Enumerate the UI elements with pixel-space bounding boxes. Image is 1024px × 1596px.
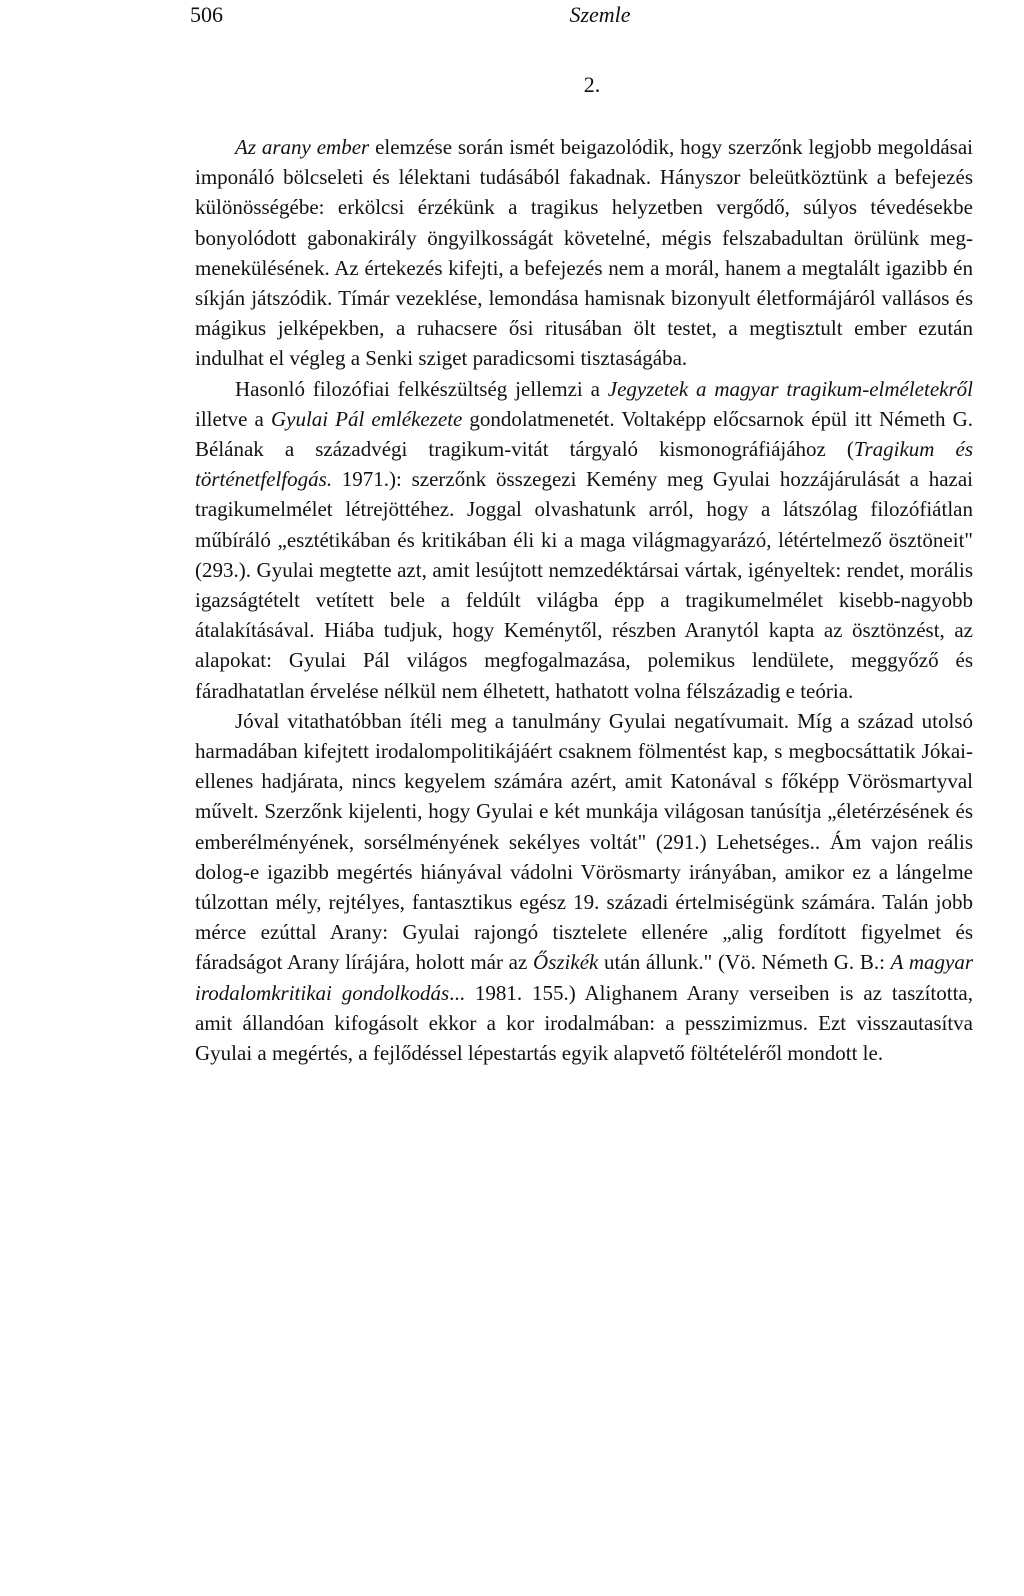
text-run: gondolatmenetét. Voltaképp előcsarnok épül itt Németh G. Bélának a századvégi tragikum-vitát tárgyaló kismonográfiájához ( [195, 406, 973, 462]
text-run: Hasonló filozófiai felkészültség jellemzi a [235, 376, 608, 401]
italic-title-run: Tragikum és történetfelfogás. [195, 437, 973, 492]
page-header [190, 2, 980, 32]
italic-title-run: Őszikék [533, 950, 599, 975]
italic-title-run: Az arany ember [235, 135, 370, 159]
text-run: 1971.): szerzőnk összegezi Kemény meg Gyulai hozzájárulását a hazai tragikumelmélet létrejöttéhez. Joggal olvashatunk arról, hogy a látszólag filozófiátlan műbíráló „esztétikában és kritikában éli ki a maga világmagyarázó, létértelmező ösztöneit" (293.). Gyulai megtette azt, amit lesújtott nemzedéktársai vártak, igényeltek: rendet, morális igazságtételt vetített bele a feldúlt világba épp a tragikumelmélet kisebb-nagyobb átalakításával. Hiába tudjuk, hogy Keménytől, részben Aranytól kapta az ösztönzést, az alapokat: Gyulai Pál világos megfogalmazása, polemikus lendülete, meggyőző és fáradhatatlan érvelése nélkül nem élhetett, hathatott volna félszázadig e teória. [195, 467, 973, 703]
body-text [195, 132, 973, 1068]
page-number: 506 [190, 2, 223, 27]
text-run: után állunk." (Vö. Németh G. B.: [598, 950, 891, 975]
paragraph [195, 132, 973, 374]
text-run: illetve a [195, 406, 271, 431]
italic-title-run: Jegyzetek a magyar tragikum-elméletekről [607, 376, 973, 401]
italic-title-run: Gyulai Pál emlékezete [270, 406, 463, 431]
paragraph [195, 374, 973, 706]
text-run: Jóval vitathatóbban ítéli meg a tanulmány Gyulai negatívumait. Míg a század utolsó harmadában kifejtett irodalompolitikájáért csaknem fölmentést kap, s megbocsáttatik Jókai-ellenes hadjárata, nincs kegyelem számára azért, amit Katonával s főképp Vörösmartyval művelt. Szerzőnk kijelenti, hogy Gyulai e két munkája világosan tanúsítja „életérzésének és emberélményének, sorsélményének sekélyes voltát" (291.) Lehetséges.. Ám vajon reális dolog-e igazibb megértés hiányával vádolni Vörösmarty irányában, amikor ez a lángelme túlzottan mély, rejtélyes, fantasztikus egész 19. századi értelmiségünk számára. Talán jobb mérce ezúttal Arany: Gyulai rajongó tisztelete ellenére „alig fordított figyelmet és fáradságot Arany lírájára, holott már az [195, 708, 973, 975]
paragraph [195, 706, 973, 1068]
italic-title-run: A magyar irodalomkritikai gondolkodás [195, 950, 973, 1005]
text-run: elemzése során ismét beigazolódik, hogy szerzőnk legjobb megoldásai imponáló bölcseleti és lélektani tudásából fakadnak. Hányszor beleütköztünk a befejezés különösségébe: erkölcsi érzékünk a tragikus helyzetben vergődő, súlyos tévedésekbe bonyolódott gabonakirály öngyilkosságát követelné, mégis felszabadultan örülünk megmenekülésének. Az értekezés kifejti, a befejezés nem a morál, hanem a megtalált igazibb én síkján játszódik. Tímár vezeklése, lemondása hamisnak bizonyult életformájáról vallásos és mágikus jelképekben, a ruhacsere ősi ritusában ölt testet, a megtisztult ember ezután indulhat el végleg a Senki sziget paradicsomi tisztaságába. [195, 135, 973, 371]
section-number: 2. [583, 72, 601, 97]
text-run: ... 1981. 155.) Alighanem Arany verseiben is az taszította, amit állandóan kifogásolt ekkor a kor irodalmában: a pesszimizmus. Ezt visszautasítva Gyulai a megértés, a fejlődéssel lépestartás egyik alapvető föltételéről mondott le. [195, 980, 973, 1066]
running-head: Szemle [569, 2, 631, 27]
